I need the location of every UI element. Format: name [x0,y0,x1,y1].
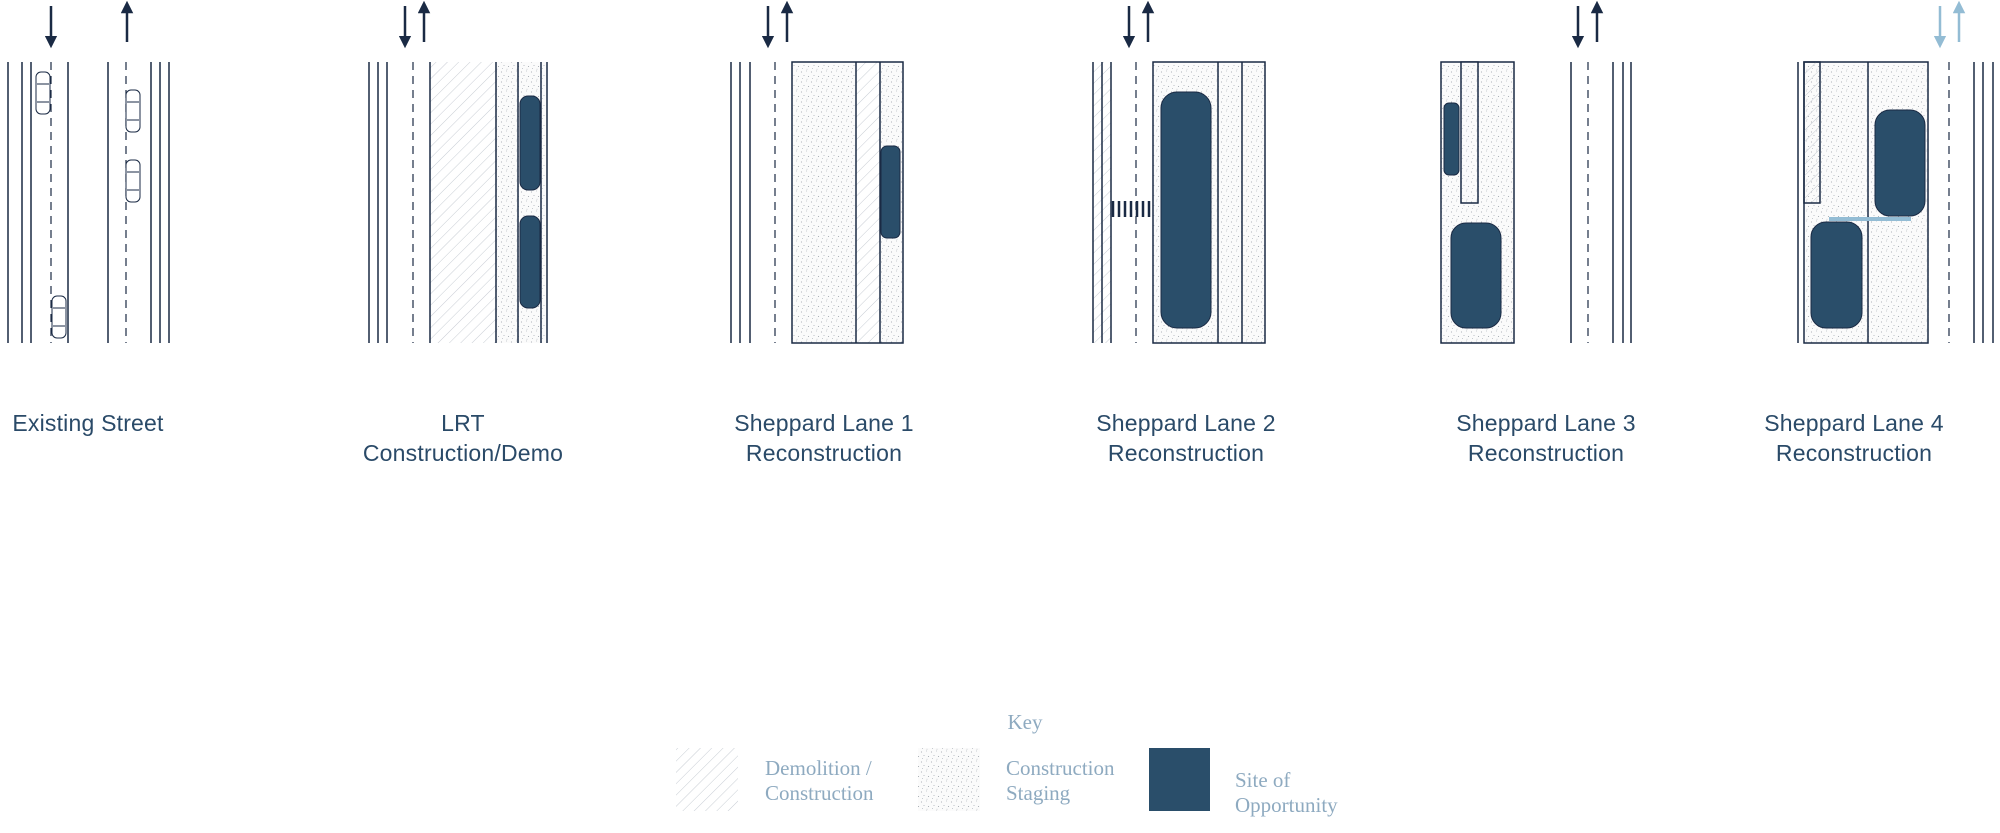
site-of-opportunity [881,146,900,238]
panel-label-lrt-construction-demo: LRT Construction/Demo [362,410,564,466]
direction-arrows [1578,6,1597,42]
panel-label-sheppard-lane-4: Sheppard Lane 4 Reconstruction [1764,410,1944,466]
panel-sheppard-lane-3 [1441,6,1631,343]
staging-swatch [918,748,980,811]
panel-sheppard-lane-1 [731,6,903,343]
panel-sheppard-lane-4 [1798,6,1993,343]
direction-arrows [51,6,127,42]
panel-label-sheppard-lane-1: Sheppard Lane 1 Reconstruction [734,410,914,466]
demolition-zone [856,62,880,343]
car-icon [52,296,66,338]
demolition-swatch [676,748,738,811]
direction-arrows [405,6,424,42]
site-of-opportunity [1875,110,1925,216]
site-of-opportunity [1444,103,1459,175]
direction-arrows [1129,6,1148,42]
car-icon [126,160,140,202]
site-of-opportunity [1451,223,1501,328]
panel-label-sheppard-lane-3: Sheppard Lane 3 Reconstruction [1456,410,1636,466]
site-of-opportunity [520,216,540,308]
panel-label-sheppard-lane-2: Sheppard Lane 2 Reconstruction [1096,410,1276,466]
street-lines [1571,62,1631,343]
key-swatches [676,748,1210,811]
key-label-staging: Construction Staging [1006,756,1115,805]
staging-zone [792,62,856,343]
site-of-opportunity [1161,92,1211,328]
crosswalk-marking [1113,201,1149,217]
opportunity-swatch [1149,748,1210,811]
key-title: Key [1007,710,1043,734]
site-of-opportunity [1811,222,1862,328]
panel-sheppard-lane-2 [1093,6,1265,343]
demolition-zone [1804,62,1820,203]
panel-existing-street [8,6,169,343]
panel-lrt-construction-demo [369,6,547,343]
car-icon [126,90,140,132]
inner-work-zone [1461,62,1478,203]
site-of-opportunity [520,96,540,190]
key-label-demolition: Demolition / Construction [765,756,874,805]
panel-label-existing-street: Existing Street [12,410,164,436]
street-lines [8,62,169,343]
direction-arrows [1940,6,1959,42]
demolition-zone [430,62,496,343]
key-label-opportunity: Site of Opportunity [1235,768,1338,817]
direction-arrows [768,6,787,42]
car-icon [36,72,50,114]
